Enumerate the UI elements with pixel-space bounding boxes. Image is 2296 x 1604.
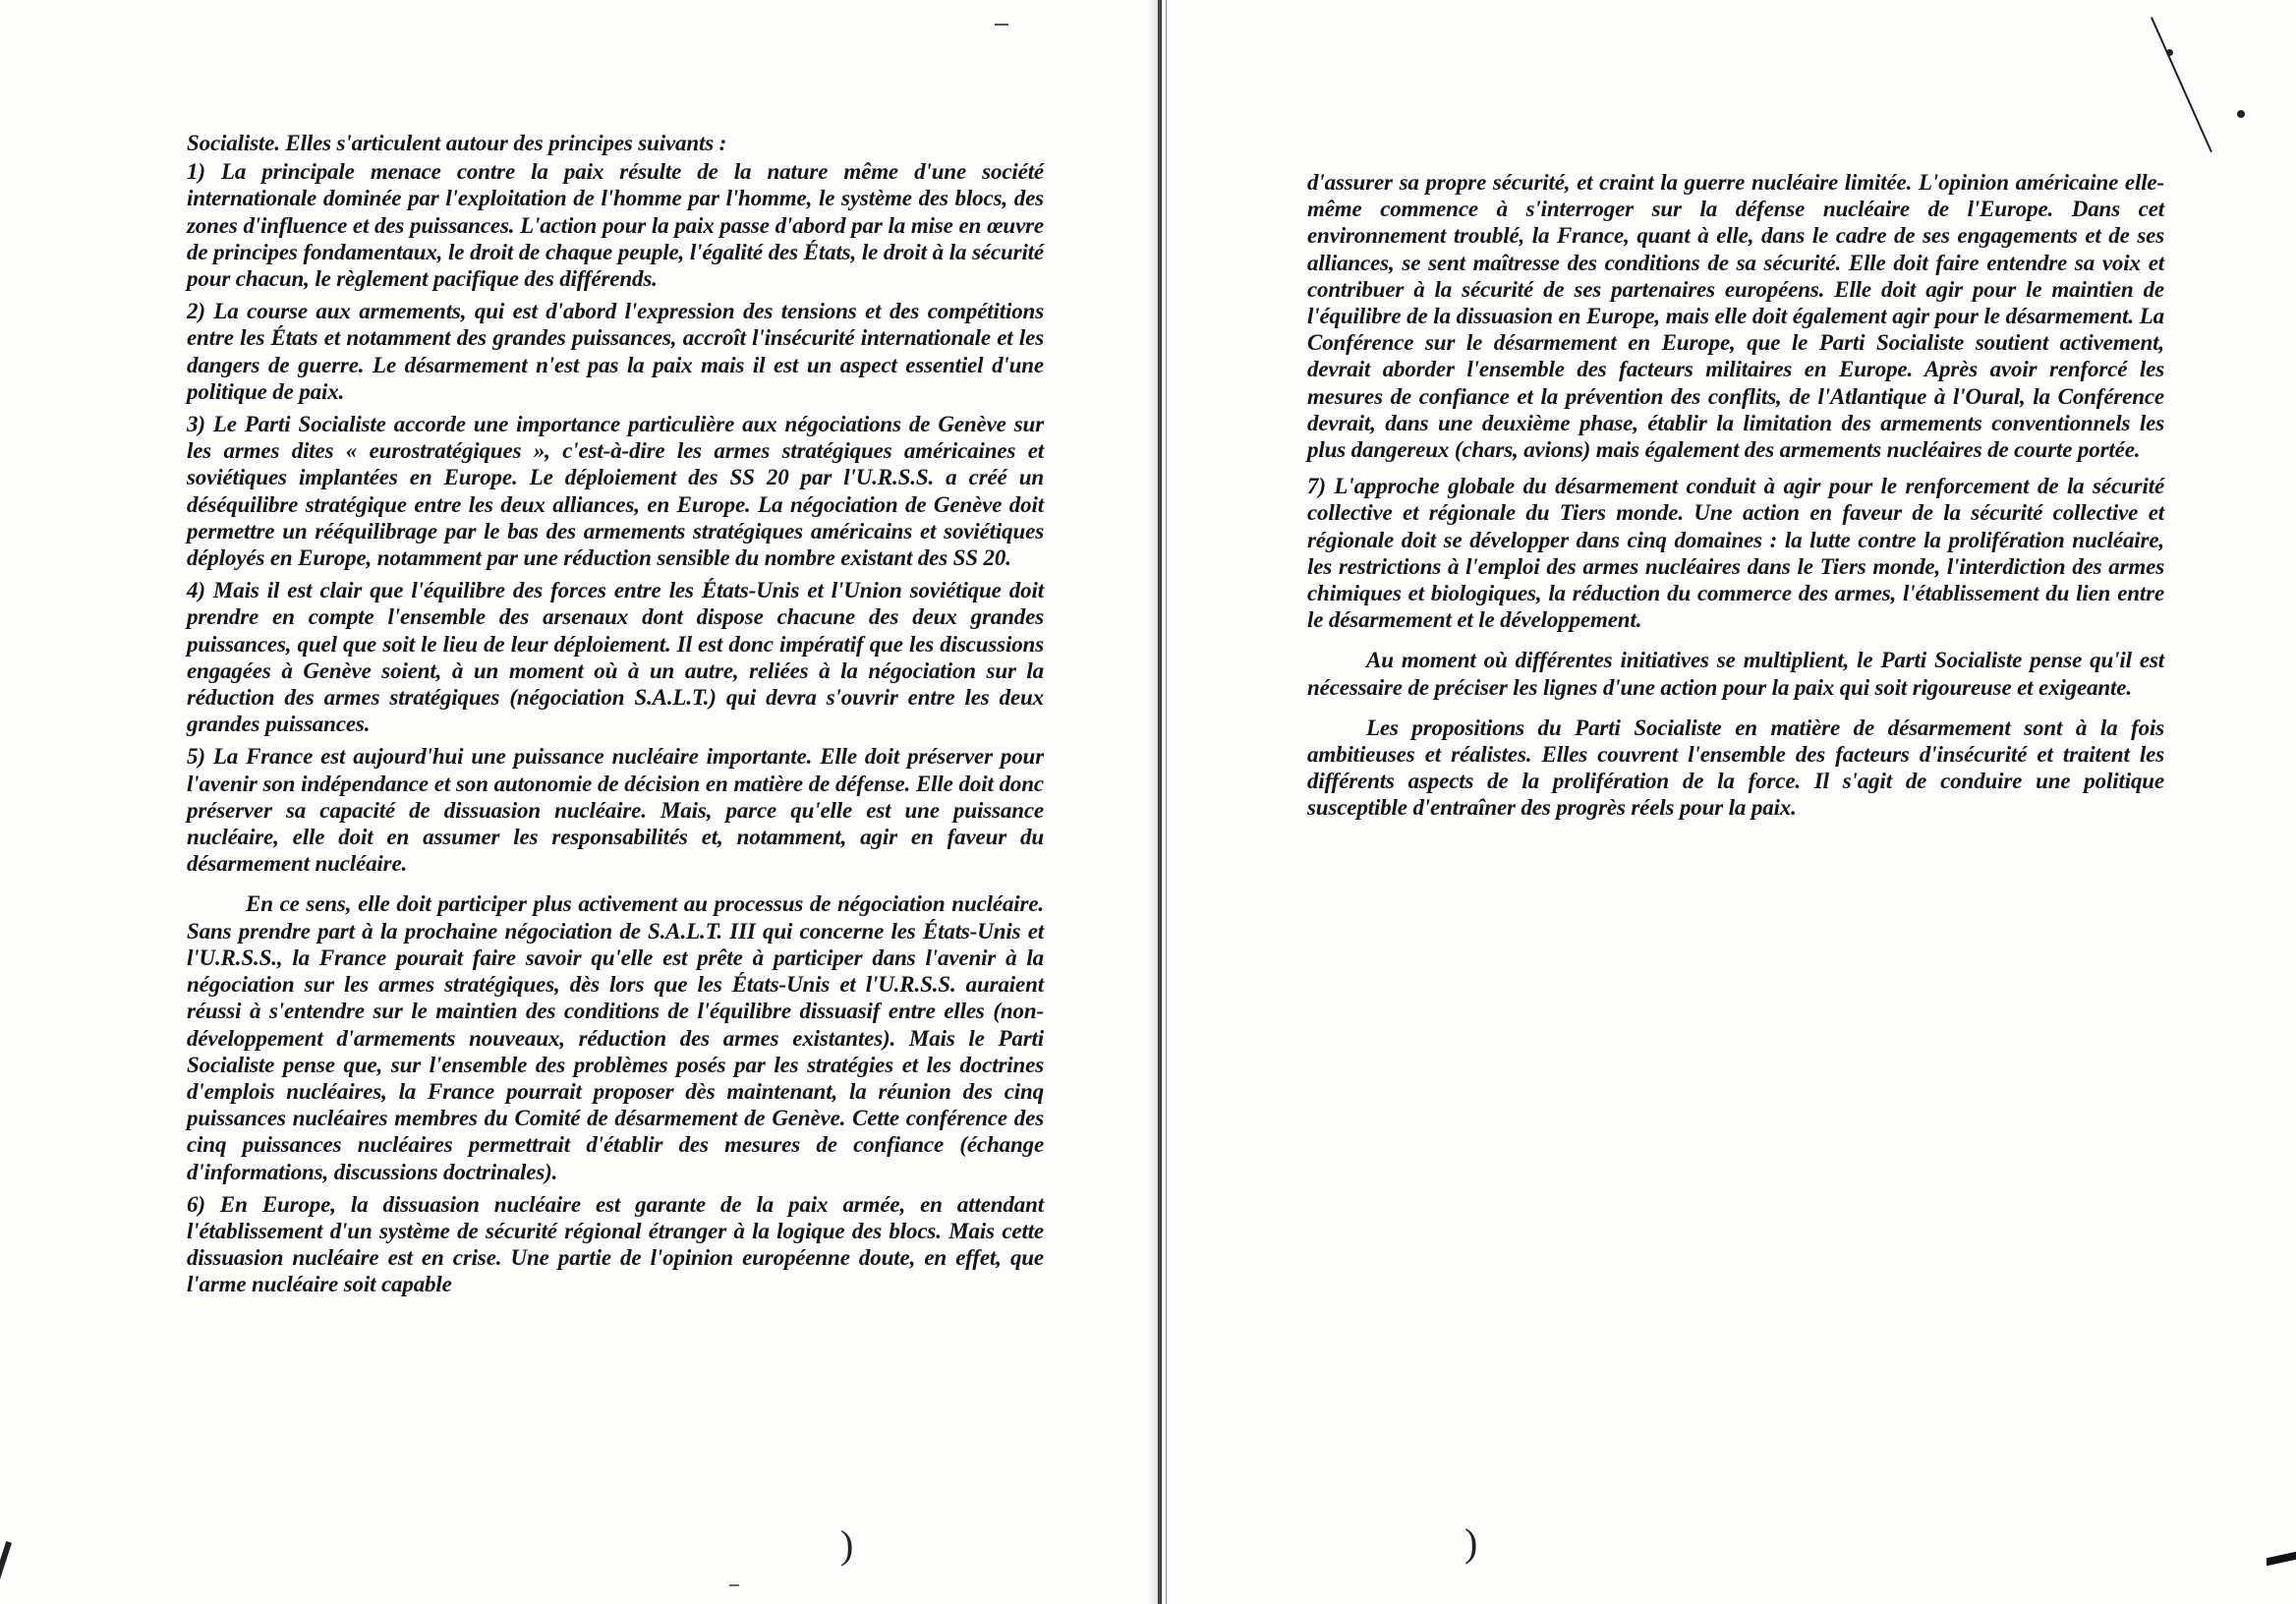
right-page (1150, 0, 2296, 1604)
scan-artifact-dash (729, 1584, 739, 1586)
paragraph-point-6-continued: d'assurer sa propre sécurité, et craint la guerre nucléaire limitée. L'opinion américaine elle-même commence à s'interroger sur la défense nucléaire de l'Europe. Dans cet environnement troublé, la France, quant à elle, dans le cadre de ses engagements et de ses alliances, se sent maîtresse des conditions de sa sécurité. Elle doit faire entendre sa voix et contribuer à la sécurité de ses partenaires européens. Elle doit agir pour le maintien de l'équilibre de la dissuasion en Europe, mais elle doit également agir pour le désarmement. La Conférence sur le désarmement en Europe, que le Parti Socialiste soutient activement, devrait aborder l'ensemble des facteurs militaires en Europe. Après avoir renforcé les mesures de confiance et la prévention des conflits, de l'Atlantique à l'Oural, la Conférence devrait, dans une deuxième phase, établir la limitation des armements conventionnels les plus dangereux (chars, avions) mais également des armements nucléaires de courte portée. (1307, 170, 2164, 463)
right-page-text (1307, 169, 2164, 824)
paragraph-point-2: 2) La course aux armements, qui est d'abord l'expression des tensions et des compétitions entre les États et notamment des grandes puissances, accroît l'insécurité internationale et les dangers de guerre. Le désarmement n'est pas la paix mais il est un aspect essentiel d'une politique de paix. (187, 299, 1044, 404)
paragraph-point-5-continued: En ce sens, elle doit participer plus activement au processus de négociation nucléaire. Sans prendre part à la prochaine négociation de S.A.L.T. III qui concerne les États-Unis et l'U.R.S.S., la France pourait faire savoir qu'elle est prête à participer dans l'avenir à la négociation sur les armes stratégiques, dès lors que les États-Unis et l'U.R.S.S. auraient réussi à s'entendre sur le maintien des conditions de l'équilibre dissuasif entre elles (non-développement d'armements nouveaux, réduction des armes existantes). Mais le Parti Socialiste pense que, sur l'ensemble des problèmes posés par les stratégies et les doctrines d'emplois nucléaires, la France pourrait proposer dès maintenant, la réunion des cinq puissances nucléaires membres du Comité de désarmement de Genève. Cette conférence des cinq puissances nucléaires permettrait d'établir des mesures de confiance (échange d'informations, discussions doctrinales). (187, 891, 1044, 1184)
paragraph-intro: Socialiste. Elles s'articulent autour des principes suivants : (187, 131, 727, 155)
left-page-mark: ) (840, 1522, 854, 1567)
left-page-text (187, 130, 1044, 1300)
paragraph-conclusion-2: Les propositions du Parti Socialiste en matière de désarmement sont à la fois ambitieuses et réalistes. Elles couvrent l'ensemble des facteurs d'insécurité et traitent les différents aspects de la prolifération de la force. Il s'agit de conduire une politique susceptible d'entraîner des progrès réels pour la paix. (1307, 715, 2164, 821)
paragraph-point-5: 5) La France est aujourd'hui une puissance nucléaire importante. Elle doit préserver pour l'avenir son indépendance et son autonomie de décision en matière de défense. Elle doit donc préserver sa capacité de dissuasion nucléaire. Mais, parce qu'elle est une puissance nucléaire, elle doit en assumer les responsabilités et, notamment, agir en faveur du désarmement nucléaire. (187, 744, 1044, 877)
paragraph-conclusion-1: Au moment où différentes initiatives se multiplient, le Parti Socialiste pense qu'il est nécessaire de préciser les lignes d'une action pour la paix qui soit rigoureuse et exigeante. (1307, 648, 2164, 700)
scan-artifact-dash (995, 24, 1008, 26)
paragraph-point-3: 3) Le Parti Socialiste accorde une importance particulière aux négociations de Genève sur les armes dites « eurostratégiques », c'est-à-dire les armes stratégiques américaines et soviétiques implantées en Europe. Le déploiement des SS 20 par l'U.R.S.S. a créé un déséquilibre stratégique entre les deux alliances, en Europe. La négociation de Genève doit permettre un rééquilibrage par le bas des armements stratégiques américains et soviétiques déployés en Europe, notamment par une réduction sensible du nombre existant des SS 20. (187, 412, 1044, 571)
paragraph-point-7: 7) L'approche globale du désarmement conduit à agir pour le renforcement de la sécurité collective et régionale du Tiers monde. Une action en faveur de la sécurité collective et régionale doit se développer dans cinq domaines : la lutte contre la prolifération nucléaire, les restrictions à l'emploi des armes nucléaires dans le Tiers monde, l'interdiction des armes chimiques et biologiques, la réduction du commerce des armes, l'établissement du lien entre le désarmement et le développement. (1307, 474, 2164, 633)
paragraph-point-4: 4) Mais il est clair que l'équilibre des forces entre les États-Unis et l'Union soviétique doit prendre en compte l'ensemble des arsenaux dont dispose chacune des deux grandes puissances, quel que soit le lieu de leur déploiement. Il est donc impératif que les discussions engagées à Genève soient, à un moment où à un autre, reliées à la négociation sur la réduction des armes stratégiques (négociation S.A.L.T.) qui devra s'ouvrir entre les deux grandes puissances. (187, 578, 1044, 737)
scan-artifact-dot (2166, 49, 2173, 56)
paragraph-point-6: 6) En Europe, la dissuasion nucléaire est garante de la paix armée, en attendant l'établissement d'un système de sécurité régional étranger à la logique des blocs. Mais cette dissuasion nucléaire est en crise. Une partie de l'opinion européenne doute, en effet, que l'arme nucléaire soit capable (187, 1191, 1044, 1297)
paragraph-point-1: 1) La principale menace contre la paix résulte de la nature même d'une société internationale dominée par l'exploitation de l'homme par l'homme, le système des blocs, des zones d'influence et des puissances. L'action pour la paix passe d'abord par la mise en œuvre de principes fondamentaux, le droit de chaque peuple, l'égalité des États, le droit à la sécurité pour chacun, le règlement pacifique des différends. (187, 159, 1044, 292)
scan-artifact-dot (2237, 110, 2245, 118)
right-page-mark: ) (1464, 1520, 1478, 1565)
scan-artifact-corner (0, 1541, 12, 1580)
